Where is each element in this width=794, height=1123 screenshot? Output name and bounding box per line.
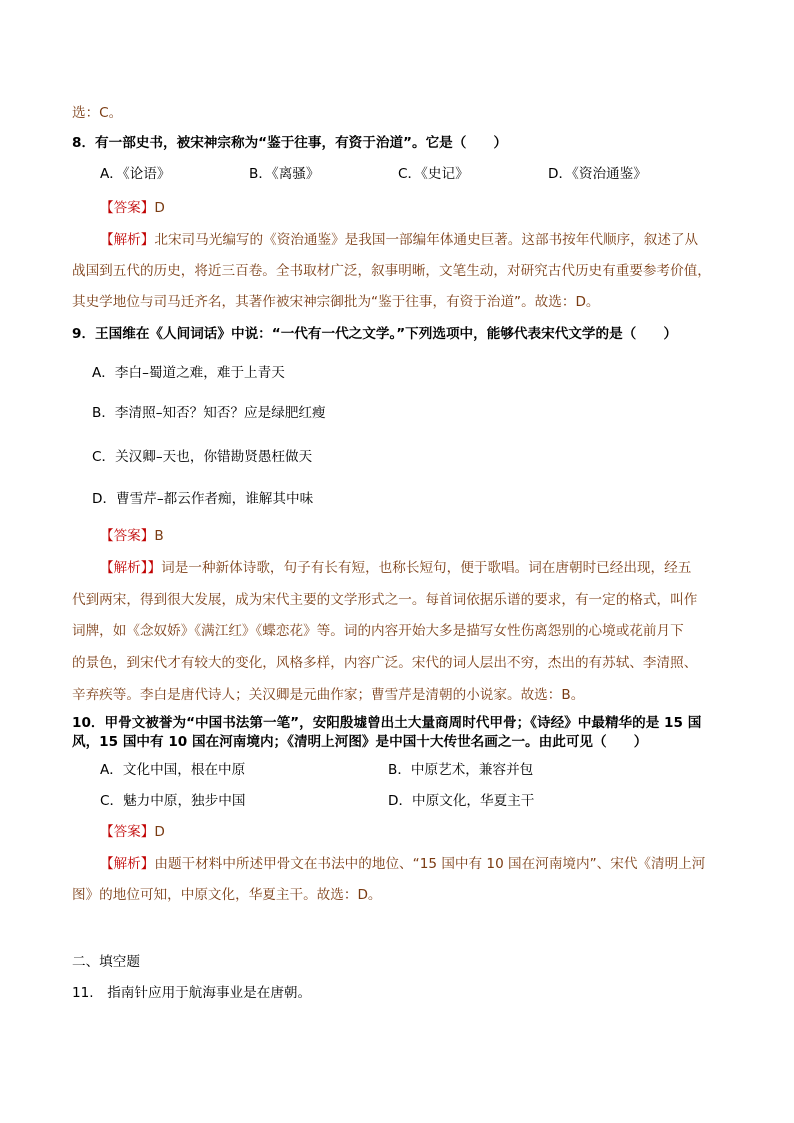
question-9-option-b: B．李清照–知否？知否？应是绿肥红瘦 [92,405,326,421]
question-11-text: 11. 指南针应用于航海事业是在唐朝。 [72,985,312,1001]
question-8-option-d: D．《资治通鉴》 [548,166,647,182]
answer-value: D [154,824,165,840]
question-9-stem: 9．王国维在《人间词话》中说：“一代有一代之文学。”下列选项中，能够代表宋代文学的是（ ） [72,326,678,342]
question-9-option-d: D．曹雪芹–都云作者痴，谁解其中味 [92,491,314,507]
question-9-option-a: A．李白–蜀道之难，难于上青天 [92,365,285,381]
question-8-option-a: A．《论语》 [100,166,171,182]
question-10-analysis-line-2: 图》的地位可知，中原文化，华夏主干。故选：D。 [72,887,382,903]
question-9-option-c: C．关汉卿–天也，你错勘贤愚枉做天 [92,449,313,465]
analysis-label: 【解析】】 [100,560,162,576]
question-8-option-c: C．《史记》 [398,166,469,182]
question-9-analysis-line-2: 代到两宋，得到很大发展，成为宋代主要的文学形式之一。每首词依据乐谱的要求，有一定的格式，叫作 [72,592,698,608]
question-9-analysis-line-1 [100,559,691,577]
question-9-answer [100,527,164,545]
question-10-stem-line-1: 10．甲骨文被誉为“中国书法第一笔”，安阳殷墟曾出土大量商周时代甲骨；《诗经》中最精华的是 15 国 [72,715,702,731]
analysis-text: 由题干材料中所述甲骨文在书法中的地位、“15 国中有 10 国在河南境内”、宋代《清明上河 [154,856,706,872]
previous-answer-end: 选：C。 [72,105,123,121]
question-8-answer [100,199,165,217]
analysis-text: 北宋司马光编写的《资治通鉴》是我国一部编年体通史巨著。这部书按年代顺序，叙述了从 [154,232,699,248]
analysis-text: 词是一种新体诗歌，句子有长有短，也称长短句，便于歌唱。词在唐朝时已经出现，经五 [161,560,692,576]
question-8-analysis-line-2: 战国到五代的历史，将近三百卷。全书取材广泛，叙事明晰，文笔生动，对研究古代历史有重要参考价值， [72,263,711,279]
answer-label: 【答案】 [100,824,155,840]
analysis-label: 【解析】 [100,232,155,248]
question-10-option-d: D．中原文化，华夏主干 [388,793,535,809]
question-9-analysis-line-5: 辛弃疾等。李白是唐代诗人；关汉卿是元曲作家；曹雪芹是清朝的小说家。故选：B。 [72,687,585,703]
question-8-stem: 8．有一部史书，被宋神宗称为“鉴于往事，有资于治道”。它是（ ） [72,135,508,151]
analysis-label: 【解析】 [100,856,155,872]
question-10-option-a: A．文化中国，根在中原 [100,762,246,778]
answer-label: 【答案】 [100,528,155,544]
question-9-analysis-line-4: 的景色，到宋代才有较大的变化，风格多样，内容广泛。宋代的词人层出不穷，杰出的有苏轼、李清照、 [72,655,698,671]
question-10-option-c: C．魅力中原，独步中国 [100,793,246,809]
question-10-answer [100,823,165,841]
section-2-title: 二、填空题 [72,954,140,970]
question-10-stem-line-2: 风，15 国中有 10 国在河南境内；《清明上河图》是中国十大传世名画之一。由此可见（ ） [72,734,648,750]
answer-value: D [154,200,165,216]
answer-value: B [154,528,164,544]
question-8-analysis-line-1 [100,231,698,249]
question-10-option-b: B．中原艺术，兼容并包 [388,762,534,778]
question-9-analysis-line-3: 词牌，如《念奴娇》《满江红》《蝶恋花》等。词的内容开始大多是描写女性伤离怨别的心境或花前月下 [72,623,684,639]
question-8-option-b: B．《离骚》 [249,166,320,182]
answer-label: 【答案】 [100,200,155,216]
question-10-analysis-line-1 [100,855,705,873]
question-8-analysis-line-3: 其史学地位与司马迁齐名，其著作被宋神宗御批为“鉴于往事，有资于治道”。故选：D。 [72,294,600,310]
